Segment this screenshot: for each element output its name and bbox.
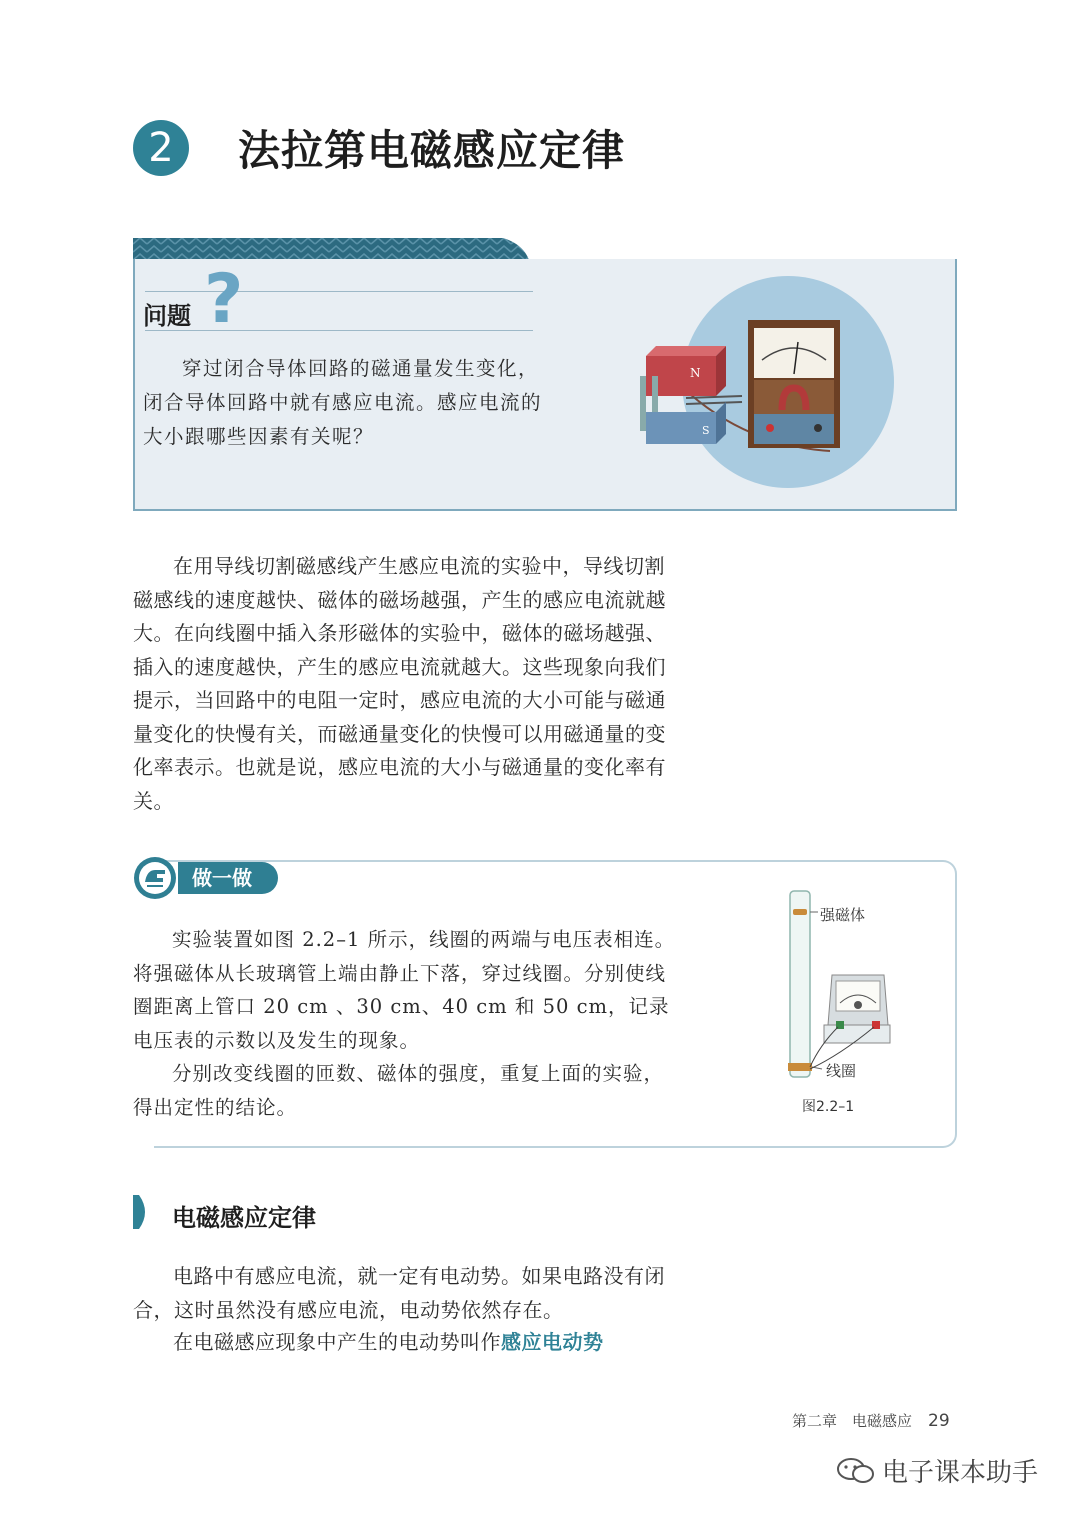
section-title: 法拉第电磁感应定律: [238, 126, 626, 175]
hand-tool-icon: [133, 856, 179, 900]
intro-paragraph: 在用导线切割磁感线产生感应电流的实验中，导线切割磁感线的速度越快、磁体的磁场越强，产生的感应电流就越大。在向线圈中插入条形磁体的实验中，磁体的磁场越强、插入的速度越快，产生的感应电流就越大。这些现象向我们提示，当回路中的电阻一定时，感应电流的大小可能与磁通量变化的快慢有关，而磁通量变化的快慢可以用磁通量的变化率表示。也就是说，感应电流的大小与磁通量的变化率有关。: [133, 554, 666, 813]
watermark-text: 电子课本助手: [882, 1458, 1039, 1488]
question-box-header-band: [133, 238, 529, 260]
subsection-paragraph-1: 电路中有感应电流，就一定有电动势。如果电路没有闭合，这时虽然没有感应电流，电动势依然存在。: [133, 1264, 665, 1322]
question-mark-icon: ?: [204, 260, 244, 339]
activity-paragraph-1: 实验装置如图 2.2–1 所示，线圈的两端与电压表相连。将强磁体从长玻璃管上端由静止下落，穿过线圈。分别使线圈距离上管口 20 cm 、30 cm、40 cm 和 50 cm，记录电压表的示数以及发生的现象。: [133, 928, 676, 1052]
subsection-paragraph-2-text: 在电磁感应现象中产生的电动势叫作: [173, 1330, 501, 1354]
subsection-paragraph-2: [133, 1326, 679, 1360]
figure-label-magnet: 强磁体: [820, 906, 866, 924]
figure-caption: 图2.2–1: [802, 1099, 855, 1115]
wechat-icon: [836, 1456, 876, 1486]
activity-label: 做一做: [178, 862, 278, 894]
key-term-induced-emf: 感应电动势: [501, 1330, 604, 1354]
subsection-title: 电磁感应定律: [172, 1204, 316, 1232]
figure-label-coil: 线圈: [826, 1062, 857, 1080]
footer-chapter: 第二章 电磁感应: [792, 1412, 913, 1430]
page-number: 29: [928, 1411, 950, 1431]
question-text: 穿过闭合导体回路的磁通量发生变化，闭合导体回路中就有感应电流。感应电流的大小跟哪些因素有关呢？: [143, 357, 543, 448]
section-number-badge: 2: [133, 120, 189, 176]
galvanometer-magnet-illustration: [630, 276, 900, 496]
question-label: 问题: [143, 302, 191, 330]
page-footer: [792, 1410, 950, 1431]
magnet-south-label: S: [702, 424, 710, 437]
subsection-marker-icon: [133, 1195, 151, 1229]
activity-paragraph-2: 分别改变线圈的匝数、磁体的强度，重复上面的实验，得出定性的结论。: [133, 1062, 665, 1119]
magnet-north-label: N: [690, 366, 701, 380]
